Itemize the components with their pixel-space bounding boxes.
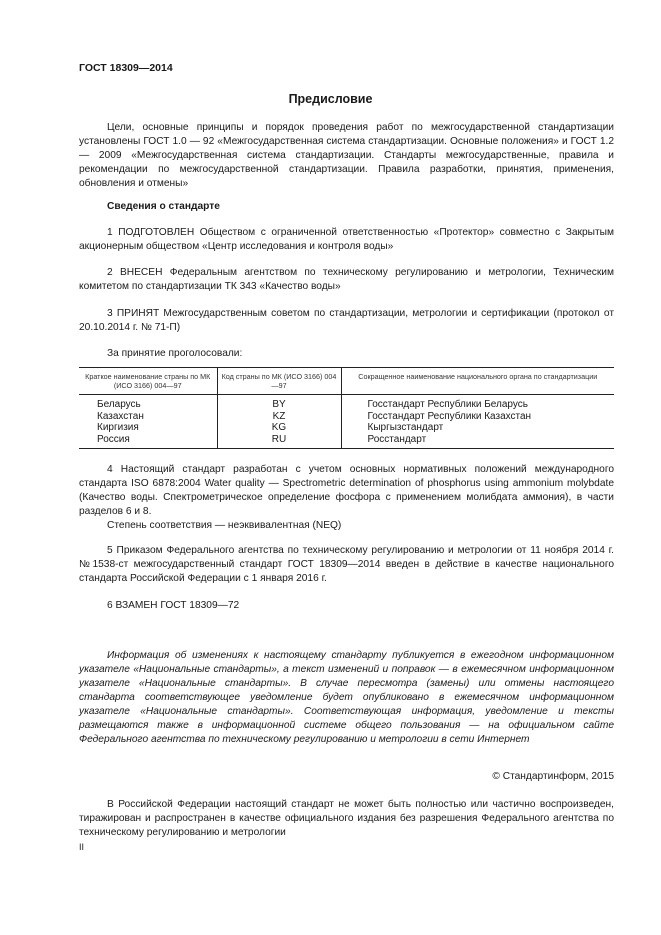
intro-block: [79, 121, 614, 191]
copyright-block: [79, 770, 614, 784]
standards-body: Госстандарт Республики Беларусь: [341, 395, 614, 411]
item-6-block: [79, 599, 614, 613]
rights-paragraph: В Российской Федерации настоящий стандарт не может быть полностью или частично воспроизведен, тиражирован и распространен в качестве официального издания без разрешения Федерального агентства по техническому регулированию и метрологии: [79, 799, 614, 838]
standard-code-header: ГОСТ 18309—2014: [79, 62, 173, 74]
item-1-block: [79, 226, 614, 254]
table-header-row: [79, 368, 614, 395]
voted-caption: За принятие проголосовали:: [107, 348, 243, 359]
item-3-block: [79, 307, 614, 335]
item-6-paragraph: 6 ВЗАМЕН ГОСТ 18309—72: [107, 600, 240, 611]
notice-block: [79, 649, 614, 747]
column-header-country: Краткое наименование страны по МК (ИСО 3166) 004—97: [79, 368, 217, 395]
table-row: [79, 434, 614, 449]
standards-body: Росстандарт: [341, 434, 614, 449]
country-name: Киргизия: [97, 422, 139, 433]
info-heading-block: [79, 200, 614, 214]
country-code: RU: [217, 434, 341, 449]
item-3-paragraph: 3 ПРИНЯТ Межгосударственным советом по стандартизации, метрологии и сертификации (протокол от 20.10.2014 г. № 71-П): [79, 308, 614, 333]
member-countries-table: [79, 367, 614, 449]
page-title: Предисловие: [288, 92, 373, 106]
country-code: KZ: [217, 411, 341, 423]
voted-block: [79, 347, 614, 361]
country-code: BY: [217, 395, 341, 411]
country-name: Россия: [79, 434, 217, 449]
item-4-block: [79, 463, 614, 533]
item-2-paragraph: 2 ВНЕСЕН Федеральным агентством по техническому регулированию и метрологии, Техническим комитетом по стандартизации ТК 343 «Качество воды»: [79, 267, 614, 292]
notice-paragraph: Информация об изменениях к настоящему стандарту публикуется в ежегодном информационном указателе «Национальные стандарты», а текст изменений и поправок — в ежемесячном информационном указателе «Национальные стандарты». В случае пересмотра (замены) или отмены настоящего стандарта соответствующее уведомление будет опубликовано в ежемесячном информационном указателе «Национальные стандарты». Соответствующая информация, уведомление и тексты размещаются также в информационной системе общего пользования — на официальном сайте Федерального агентства по техническому регулированию и метрологии в сети Интернет: [79, 650, 614, 745]
standards-body: Кыргызстандарт: [341, 422, 614, 434]
country-code: KG: [217, 422, 341, 434]
item-4-paragraph: 4 Настоящий стандарт разработан с учетом основных нормативных положений международного стандарта ISO 6878:2004 Water quality — Spectrometric determination of phosphorus using ammonium molybdate (Качество воды. Спектрометрическое определение фосфора с применением молибдата аммония), в части разделов 6 и 8.: [79, 464, 614, 517]
info-heading: Сведения о стандарте: [107, 201, 220, 212]
country-name: Казахстан: [97, 410, 144, 422]
column-header-code: Код страны по МК (ИСО 3166) 004—97: [217, 368, 341, 395]
page-number: II: [79, 842, 85, 852]
country-name: Беларусь: [97, 399, 141, 410]
standards-body: Госстандарт Республики Казахстан: [341, 411, 614, 423]
column-header-body: Сокращенное наименование национального органа по стандартизации: [341, 368, 614, 395]
rights-block: [79, 798, 614, 840]
item-5-block: [79, 544, 614, 586]
item-1-paragraph: 1 ПОДГОТОВЛЕН Обществом с ограниченной ответственностью «Протектор» совместно с Закрытым акционерным обществом «Центр исследования и контроля воды»: [79, 227, 614, 252]
item-4-degree: Степень соответствия — неэквивалентная (NEQ): [107, 520, 342, 531]
table-row: [79, 411, 614, 423]
intro-paragraph: Цели, основные принципы и порядок проведения работ по межгосударственной стандартизации установлены ГОСТ 1.0 — 92 «Межгосударственная система стандартизации. Основные положения» и ГОСТ 1.2 — 2009 «Межгосударственная система стандартизации. Стандарты межгосударственные, правила и рекомендации по межгосударственной стандартизации. Правила разработки, принятия, применения, обновления и отмены»: [79, 122, 614, 189]
copyright-line: © Стандартинформ, 2015: [492, 771, 614, 782]
item-2-block: [79, 266, 614, 294]
table-row: [79, 422, 614, 434]
item-5-paragraph: 5 Приказом Федерального агентства по техническому регулированию и метрологии от 11 ноября 2014 г. №1538-ст межгосударственный стандарт ГОСТ 18309—2014 введен в действие в качестве национального стандарта Российской Федерации с 1 января 2016 г.: [79, 545, 614, 584]
table-row: [79, 395, 614, 411]
